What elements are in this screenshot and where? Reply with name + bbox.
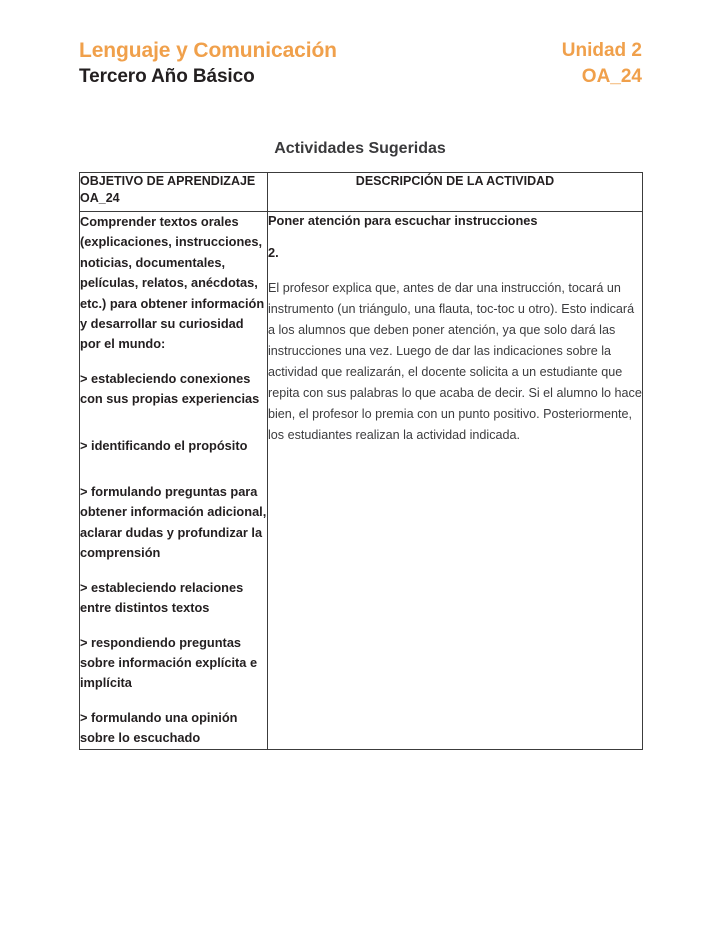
objective-block: > respondiendo preguntas sobre información explícita e implícita	[80, 634, 258, 691]
column-header-objective: OBJETIVO DE APRENDIZAJE OA_24	[80, 173, 268, 212]
section-title: Actividades Sugeridas	[274, 140, 446, 157]
objective-block: > identificando el propósito	[80, 437, 248, 453]
objective-block: > estableciendo relaciones entre distintos textos	[80, 579, 244, 616]
oa-code-label: OA_24	[581, 66, 642, 87]
header-right-group	[562, 38, 642, 89]
header-left-group	[79, 38, 337, 89]
objective-block: > formulando preguntas para obtener información adicional, aclarar dudas y profundizar la comprensión	[80, 484, 267, 561]
column-header-description: DESCRIPCIÓN DE LA ACTIVIDAD	[268, 173, 643, 212]
objective-block: > formulando una opinión sobre lo escuchado	[80, 709, 238, 746]
objective-cell	[80, 212, 268, 750]
objective-block: > estableciendo conexiones con sus propias experiencias	[80, 370, 260, 407]
objective-block: Comprender textos orales (explicaciones, instrucciones, noticias, documentales, películas, relatos, anécdotas, etc.) para obtener información y desarrollar su curiosidad por el mundo:	[80, 214, 265, 352]
activities-table	[79, 172, 643, 750]
table-row	[80, 212, 643, 750]
table-header-row	[80, 173, 643, 212]
unit-label: Unidad 2	[561, 40, 642, 61]
activity-heading: Poner atención para escuchar instrucciones	[268, 213, 538, 228]
document-header	[79, 38, 642, 89]
description-cell	[268, 212, 643, 750]
grade-title: Tercero Año Básico	[79, 66, 255, 87]
subject-title: Lenguaje y Comunicación	[79, 39, 337, 62]
activity-number: 2.	[268, 245, 279, 260]
activity-body-text: El profesor explica que, antes de dar una instrucción, tocará un instrumento (un triángulo, una flauta, toc-toc u otro). Esto indicará a los alumnos que deben poner atención, ya que solo dará las instrucciones una vez. Luego de dar las indicaciones sobre la actividad que realizarán, el docente solicita a un estudiante que repita con sus palabras lo que acaba de decir. Si el alumno lo hace bien, el profesor lo premia con un punto positivo. Posteriormente, los estudiantes realizan la actividad indicada.	[268, 281, 642, 442]
